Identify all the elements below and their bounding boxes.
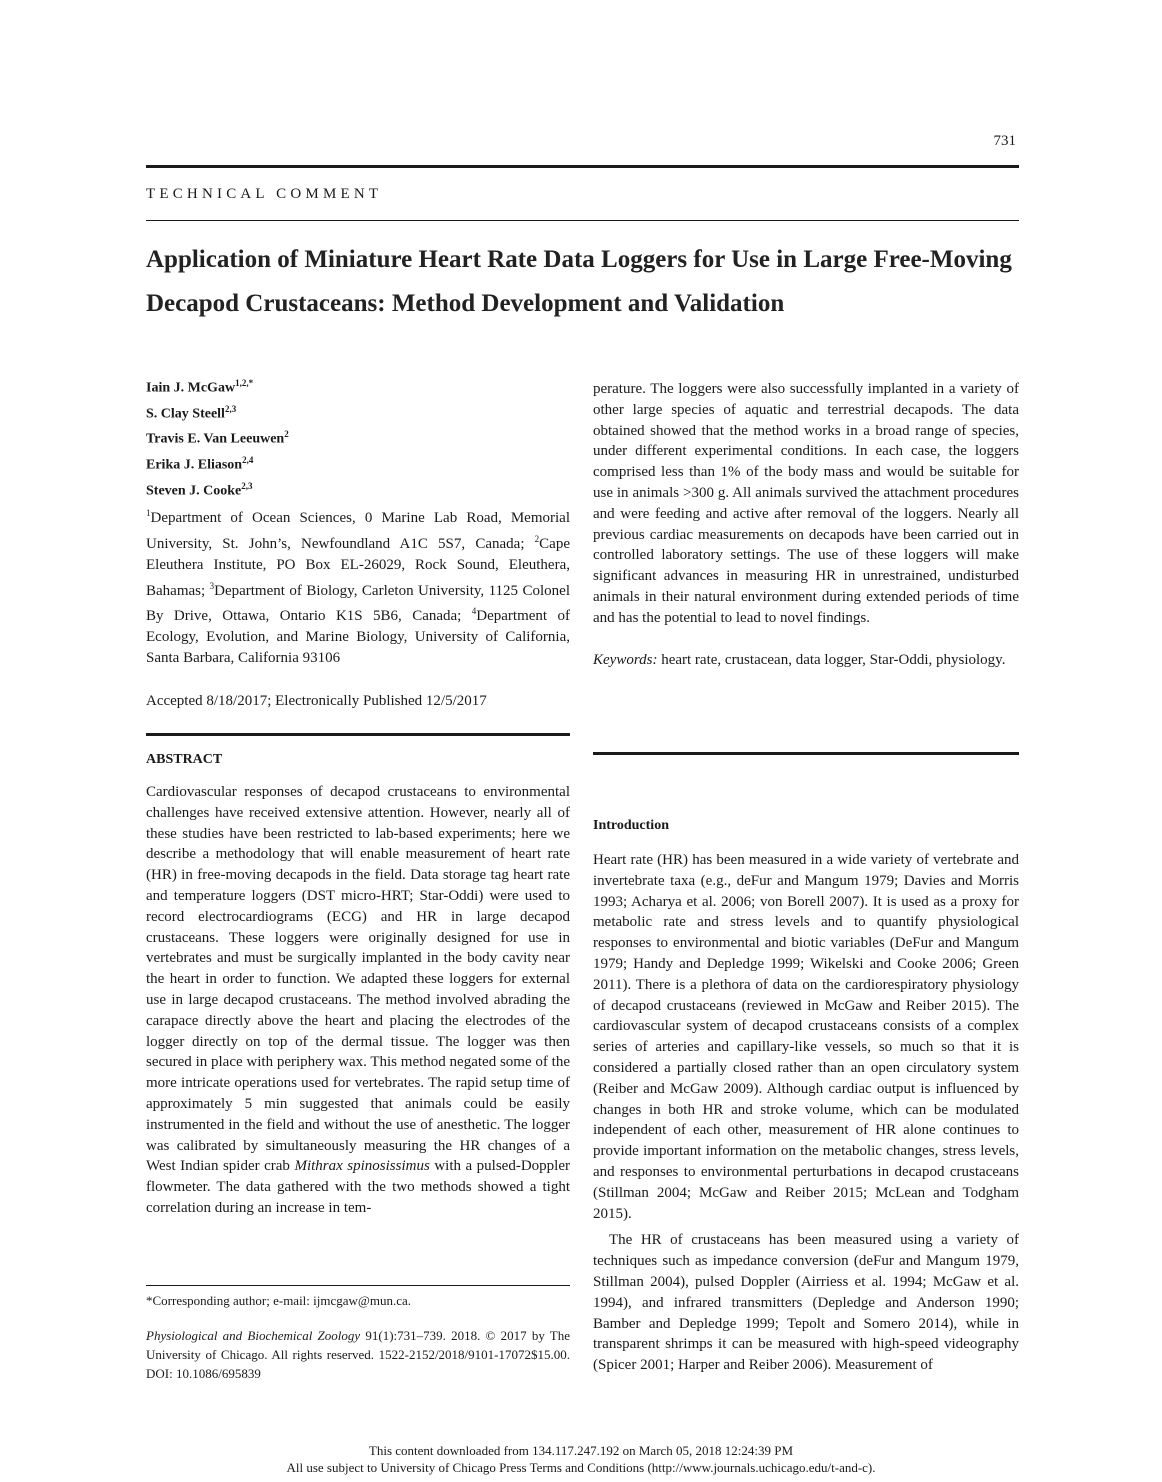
author: Steven J. Cooke$^{2,3}$ bbox=[146, 480, 253, 499]
download-notice bbox=[0, 1442, 1162, 1476]
author: Erika J. Eliason$^{2,4}$ bbox=[146, 454, 254, 473]
section-label: TECHNICAL COMMENT bbox=[146, 186, 383, 202]
paragraph: The HR of crustaceans has been measured using a variety of techniques such as impedance conversion (deFur and Mangum 1979, Stillman 2004), pulsed Doppler (Airriess et al. 1994; McGaw et al. 1994), and infrared transmitters (Depledge and Anderson 1990; Bamber and Depledge 1999; Tepolt and Somero 2014), while in transparent shrimps it can be measured with high-speed videography (Spicer 2001; Harper and Reiber 2006). Measurement of bbox=[593, 1232, 1019, 1374]
download-line: This content downloaded from 134.117.247.192 on March 05, 2018 12:24:39 PM bbox=[368, 1443, 794, 1458]
affiliations: $^1$Department of Ocean Sciences, 0 Marine Lab Road, Memorial University, St. John’s, Newfoundland A1C 5S7, Canada; $^2$Cape Eleuthera Institute, PO Box EL-26029, Rock Sound, Eleuthera, Bahamas; $^3$Department of Biology, Carleton University, 1125 Colonel By Drive, Ottawa, Ontario K1S 5B6, Canada; $^4$Department of Ecology, Evolution, and Marine Biology, University of California, Santa Barbara, California 93106 bbox=[146, 508, 571, 667]
paragraph: Heart rate (HR) has been measured in a wide variety of vertebrate and invertebrate taxa (e.g., deFur and Mangum 1979; Davies and Morris 1993; Acharya et al. 2006; von Borell 2007). It is used as a proxy for metabolic rate and stress levels and to quantify physiological responses to environmental and biotic variables (DeFur and Mangum 1979; Handy and Depledge 1999; Wikelski and Cooke 2006; Green 2011). There is a plethora of data on the cardiorespiratory physiology of decapod crustaceans (reviewed in McGaw and Reiber 2015). The cardiovascular system of decapod crustaceans consists of a complex series of arteries and capillary-like vessels, so much so that it is considered a partially closed rather than an open circulatory system (Reiber and McGaw 2009). Although cardiac output is influenced by changes in both HR and stroke volume, which can be modulated independent of each other, measurement of HR alone continues to provide important information on the metabolic changes, stress levels, and responses to environmental perturbations in decapod crustaceans (Stillman 2004; McGaw and Reiber 2015; McLean and Todgham 2015). bbox=[593, 852, 1019, 1222]
accepted-date: Accepted 8/18/2017; Electronically Published 12/5/2017 bbox=[146, 692, 487, 709]
journal-info: Physiological and Biochemical Zoology 91(1):731–739. 2018. © 2017 by The University of Chicago. All rights reserved. 1522-2152/2018/9101-17072$15.00. DOI: 10.1086/695839 bbox=[146, 1328, 571, 1381]
abstract-body: Cardiovascular responses of decapod crustaceans to environmental challenges have received extensive attention. However, nearly all of these studies have been restricted to lab-based experiments; here we describe a methodology that will enable measurement of heart rate (HR) in free-moving decapods in the field. Data storage tag heart rate and temperature loggers (DST micro-HRT; Star-Oddi) were used to record electrocardiograms (ECG) and HR in large decapod crustaceans. These loggers were originally designed for use in vertebrates and must be surgically implanted in the body cavity near the heart in order to function. We adapted these loggers for external use in large decapod crustaceans. The method involved abrading the carapace directly above the heart and placing the electrodes of the logger directly on top of the dermal tissue. The logger was then secured in place with periphery wax. This method negated some of the more intricate operations used for vertebrates. The rapid setup time of approximately 5 min suggested that animals could be easily instrumented in the field and without the use of anesthetic. The logger was calibrated by simultaneously measuring the HR changes of a West Indian spider crab Mithrax spinosissimus with a pulsed-Doppler flowmeter. The data gathered with the two methods showed a tight correlation during an increase in tem- bbox=[146, 784, 570, 1216]
keywords-rule bbox=[593, 752, 1019, 755]
abstract-continued: perature. The loggers were also successfully implanted in a variety of other large species of aquatic and terrestrial decapods. The data obtained showed that the method works in a broad range of species, under different experimental conditions. In each case, the loggers comprised less than 1% of the body mass and would be suitable for use in animals >300 g. All animals survived the attachment procedures and were feeding and active after removal of the loggers. Nearly all previous cardiac measurements on decapods have been carried out in controlled laboratory settings. The use of these loggers will make significant advances in measuring HR in unrestrained, undisturbed animals in their natural environment during extended periods of time and has the potential to lead to novel findings. bbox=[593, 381, 1019, 626]
author: Travis E. Van Leeuwen$^2$ bbox=[146, 429, 289, 447]
author-list bbox=[146, 373, 570, 501]
introduction-body bbox=[593, 850, 1019, 1376]
abstract-heading: ABSTRACT bbox=[146, 752, 223, 767]
header-rule bbox=[146, 165, 1019, 168]
terms-line: All use subject to University of Chicago Press Terms and Conditions (http://www.journals.uchicago.edu/t-and-c). bbox=[286, 1460, 876, 1475]
keywords: Keywords: heart rate, crustacean, data logger, Star-Oddi, physiology. bbox=[593, 651, 1006, 668]
section-rule bbox=[146, 220, 1019, 221]
right-column bbox=[593, 379, 1019, 670]
page-number: 731 bbox=[993, 133, 1016, 149]
corresponding-author: *Corresponding author; e-mail: ijmcgaw@mun.ca. bbox=[146, 1293, 412, 1308]
abstract-rule bbox=[146, 733, 570, 736]
author: Iain J. McGaw$^{1,2,*}$ bbox=[146, 378, 254, 396]
left-column bbox=[146, 373, 570, 712]
footnote-rule bbox=[146, 1285, 570, 1286]
article-title: Application of Miniature Heart Rate Data Loggers for Use in Large Free-Moving Decapod Crustaceans: Method Development and Validation bbox=[146, 246, 1012, 317]
introduction-heading: Introduction bbox=[593, 818, 669, 833]
author: S. Clay Steell$^{2,3}$ bbox=[146, 403, 237, 422]
